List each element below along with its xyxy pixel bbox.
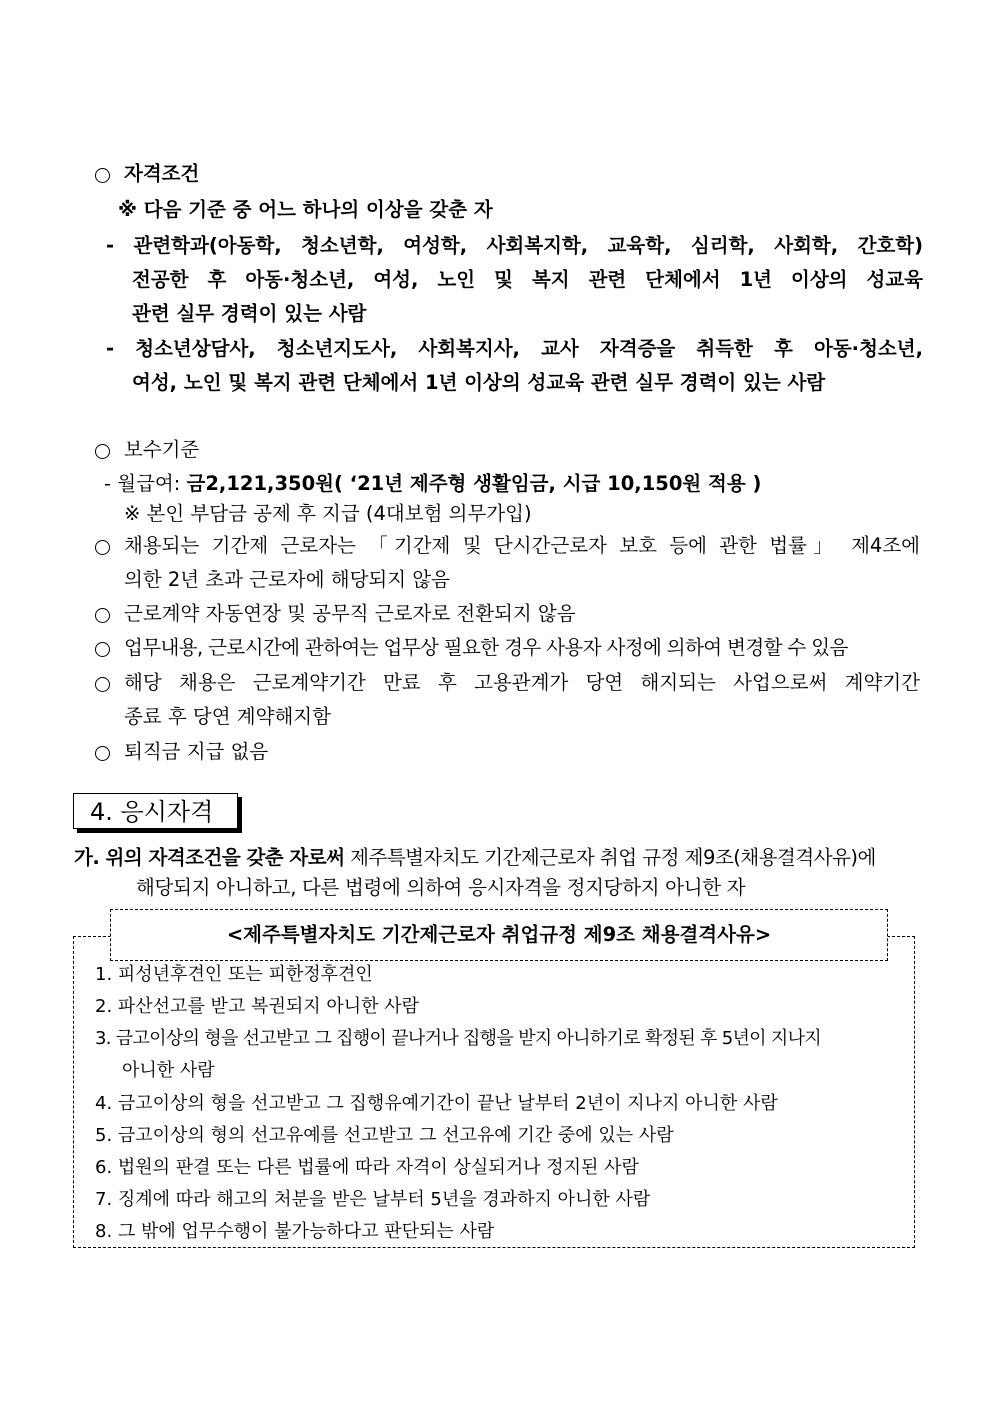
qualification-item1-line3: 관련 실무 경력이 있는 사람 [132, 302, 367, 325]
bullet-circle-icon [95, 677, 110, 692]
bullet-circle-icon [95, 746, 110, 761]
bullet-circle-icon [95, 642, 110, 657]
disqualification-item-5: 5. 금고이상의 형의 선고유예를 선고받고 그 선고유예 기간 중에 있는 사람 [95, 1125, 674, 1146]
qualification-item1-line2: 전공한 후 아동·청소년, 여성, 노인 및 복지 관련 단체에서 1년 이상의 성교육 [132, 268, 923, 291]
qualification-title: 자격조건 [124, 162, 200, 185]
disqualification-item-4: 4. 금고이상의 형을 선고받고 그 집행유예기간이 끝난 날부터 2년이 지나지 아니한 사람 [95, 1093, 778, 1114]
bullet-circle-icon [95, 444, 110, 459]
disqualification-item-2: 2. 파산선고를 받고 복권되지 아니한 사람 [95, 996, 419, 1017]
bullet-1-line2: 의한 2년 초과 근로자에 해당되지 않음 [124, 568, 450, 591]
disqualification-item-7: 7. 징계에 따라 해고의 처분을 받은 날부터 5년을 경과하지 아니한 사람 [95, 1189, 651, 1210]
pay-title: 보수기준 [124, 438, 200, 461]
qualification-item1-line1: - 관련학과(아동학, 청소년학, 여성학, 사회복지학, 교육학, 심리학, 사회학, 간호학) [106, 234, 923, 257]
disqualification-item-3-line1: 3. 금고이상의 형을 선고받고 그 집행이 끝나거나 집행을 받지 아니하기로 확정된 후 5년이 지나지 [95, 1028, 821, 1049]
bullet-1-line1: 채용되는 기간제 근로자는 「기간제 및 단시간근로자 보호 등에 관한 법률」 제4조에 [124, 534, 920, 557]
bullet-3: 업무내용, 근로시간에 관하여는 업무상 필요한 경우 사용자 사정에 의하여 변경할 수 있음 [124, 636, 848, 659]
bullet-5: 퇴직금 지급 없음 [124, 740, 269, 763]
bullet-4-line2: 종료 후 당연 계약해지함 [124, 705, 331, 728]
bullet-2: 근로계약 자동연장 및 공무직 근로자로 전환되지 않음 [124, 602, 576, 625]
disqualification-item-1: 1. 피성년후견인 또는 피한정후견인 [95, 964, 373, 985]
section-4-heading: 4. 응시자격 [73, 793, 238, 829]
section-4-line1-rest: 제주특별자치도 기간제근로자 취업 규정 제9조(채용결격사유)에 [344, 846, 876, 869]
bullet-circle-icon [95, 540, 110, 555]
pay-salary-line [104, 469, 761, 499]
qualification-item2-line2: 여성, 노인 및 복지 관련 단체에서 1년 이상의 성교육 관련 실무 경력이 있는 사람 [132, 371, 826, 394]
section-4-line2: 해당되지 아니하고, 다른 법령에 의하여 응시자격을 정지당하지 아니한 자 [136, 876, 746, 899]
pay-salary-label: - 월급여: [104, 472, 187, 495]
disqualification-title: <제주특별자치도 기간제근로자 취업규정 제9조 채용결격사유> [226, 923, 772, 946]
disqualification-item-8: 8. 그 밖에 업무수행이 불가능하다고 판단되는 사람 [95, 1221, 495, 1242]
qualification-item2-line1: - 청소년상담사, 청소년지도사, 사회복지사, 교사 자격증을 취득한 후 아동·청소년, [106, 337, 923, 360]
pay-note: ※ 본인 부담금 공제 후 지급 (4대보험 의무가입) [124, 502, 532, 525]
section-4-line1-bold: 가. 위의 자격조건을 갖춘 자로써 [74, 846, 345, 869]
section-4-line1 [74, 843, 876, 873]
bullet-circle-icon [95, 168, 110, 183]
qualification-note: ※ 다음 기준 중 어느 하나의 이상을 갖춘 자 [118, 198, 493, 221]
disqualification-item-3-line2: 아니한 사람 [122, 1060, 215, 1081]
bullet-4-line1: 해당 채용은 근로계약기간 만료 후 고용관계가 당연 해지되는 사업으로써 계약기간 [124, 671, 920, 694]
disqualification-item-6: 6. 법원의 판결 또는 다른 법률에 따라 자격이 상실되거나 정지된 사람 [95, 1157, 639, 1178]
pay-salary-value: 금2,121,350원( ‘21년 제주형 생활임금, 시급 10,150원 적용 ) [186, 472, 762, 495]
bullet-circle-icon [95, 608, 110, 623]
